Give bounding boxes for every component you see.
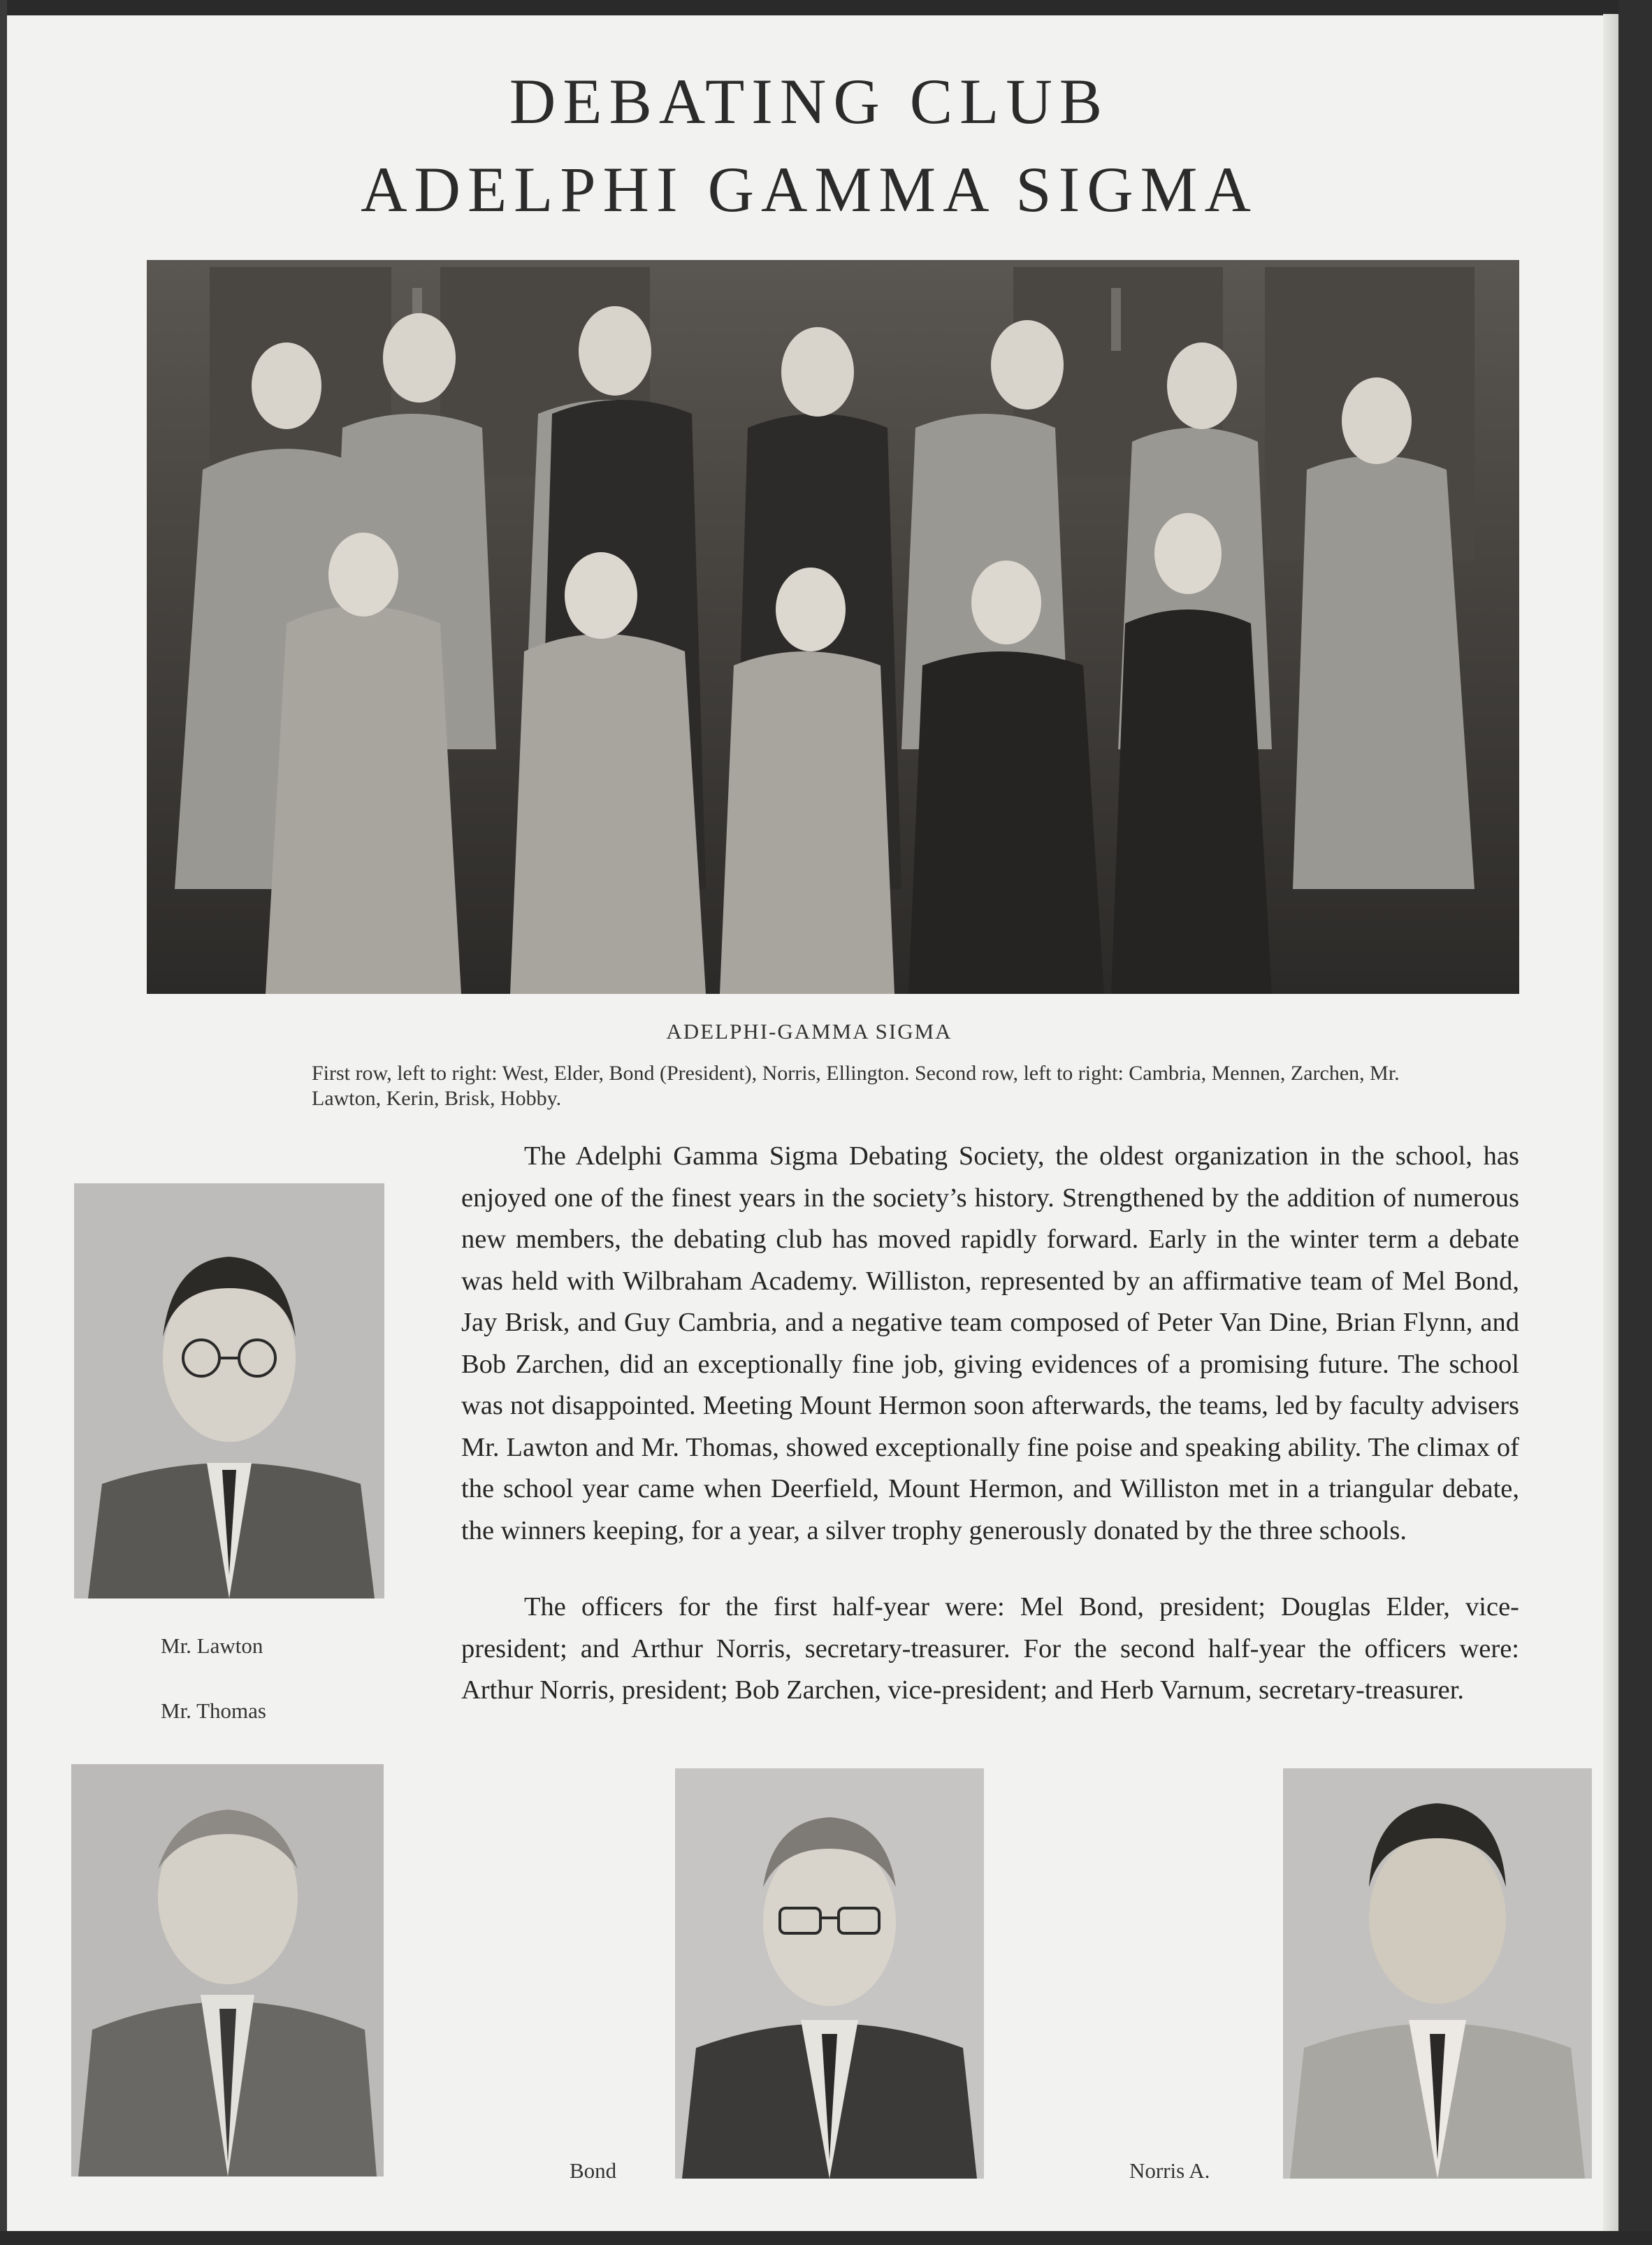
article-paragraph-1: The Adelphi Gamma Sigma Debating Society, the oldest organization in the school, has enjoyed one of the finest years in the society’s history. Strengthened by the addition of numerous new members, the debating club has moved rapidly forward. Early in the winter term a debate was held with Wilbraham Academy. Williston, represented by an affirmative team of Mel Bond, Jay Brisk, and Guy Cambria, and a negative team composed of Peter Van Dine, Brian Flynn, and Bob Zarchen, did an exceptionally fine job, giving evidences of a promising future. The school was not disappointed. Meeting Mount Hermon soon afterwards, the teams, led by faculty advisers Mr. Lawton and Mr. Thomas, showed exceptionally fine poise and speaking ability. The climax of the school year came when Deerfield, Mount Hermon, and Williston met in a triangular debate, the winners keeping, for a year, a silver trophy generously donated by the three schools. xyxy=(461,1141,1519,1545)
portrait-mr-lawton xyxy=(74,1183,384,1598)
scan-border-top xyxy=(0,0,1652,15)
portrait-label-norris: Norris A. xyxy=(1129,2158,1210,2183)
page-binding-edge xyxy=(1603,14,1618,2231)
portrait-mr-thomas xyxy=(71,1764,384,2177)
group-photo-caption-title: ADELPHI-GAMMA SIGMA xyxy=(666,1019,952,1044)
page-subtitle: ADELPHI GAMMA SIGMA xyxy=(361,154,1258,225)
portrait-bond xyxy=(675,1768,984,2179)
portrait-label-lawton: Mr. Lawton xyxy=(161,1633,263,1658)
portrait-label-bond: Bond xyxy=(570,2158,617,2183)
group-photo xyxy=(147,260,1519,994)
scan-border-bottom xyxy=(0,2231,1652,2245)
scan-border-left xyxy=(0,0,7,2245)
portrait-norris xyxy=(1283,1768,1592,2179)
page-title: DEBATING CLUB xyxy=(509,66,1110,137)
article-paragraph-2: The officers for the first half-year were: Mel Bond, president; Douglas Elder, vice-president; and Arthur Norris, secretary-treasurer. For the second half-year the officers were: Arthur Norris, president; Bob Zarchen, vice-president; and Herb Varnum, secretary-treasurer. xyxy=(461,1592,1519,1705)
scan-border-right xyxy=(1618,0,1652,2245)
group-photo-caption: First row, left to right: West, Elder, Bond (President), Norris, Ellington. Second row, left to right: Cambria, Mennen, Zarchen, Mr. Lawton, Kerin, Brisk, Hobby. xyxy=(312,1062,1400,1110)
portrait-label-thomas: Mr. Thomas xyxy=(161,1698,266,1723)
